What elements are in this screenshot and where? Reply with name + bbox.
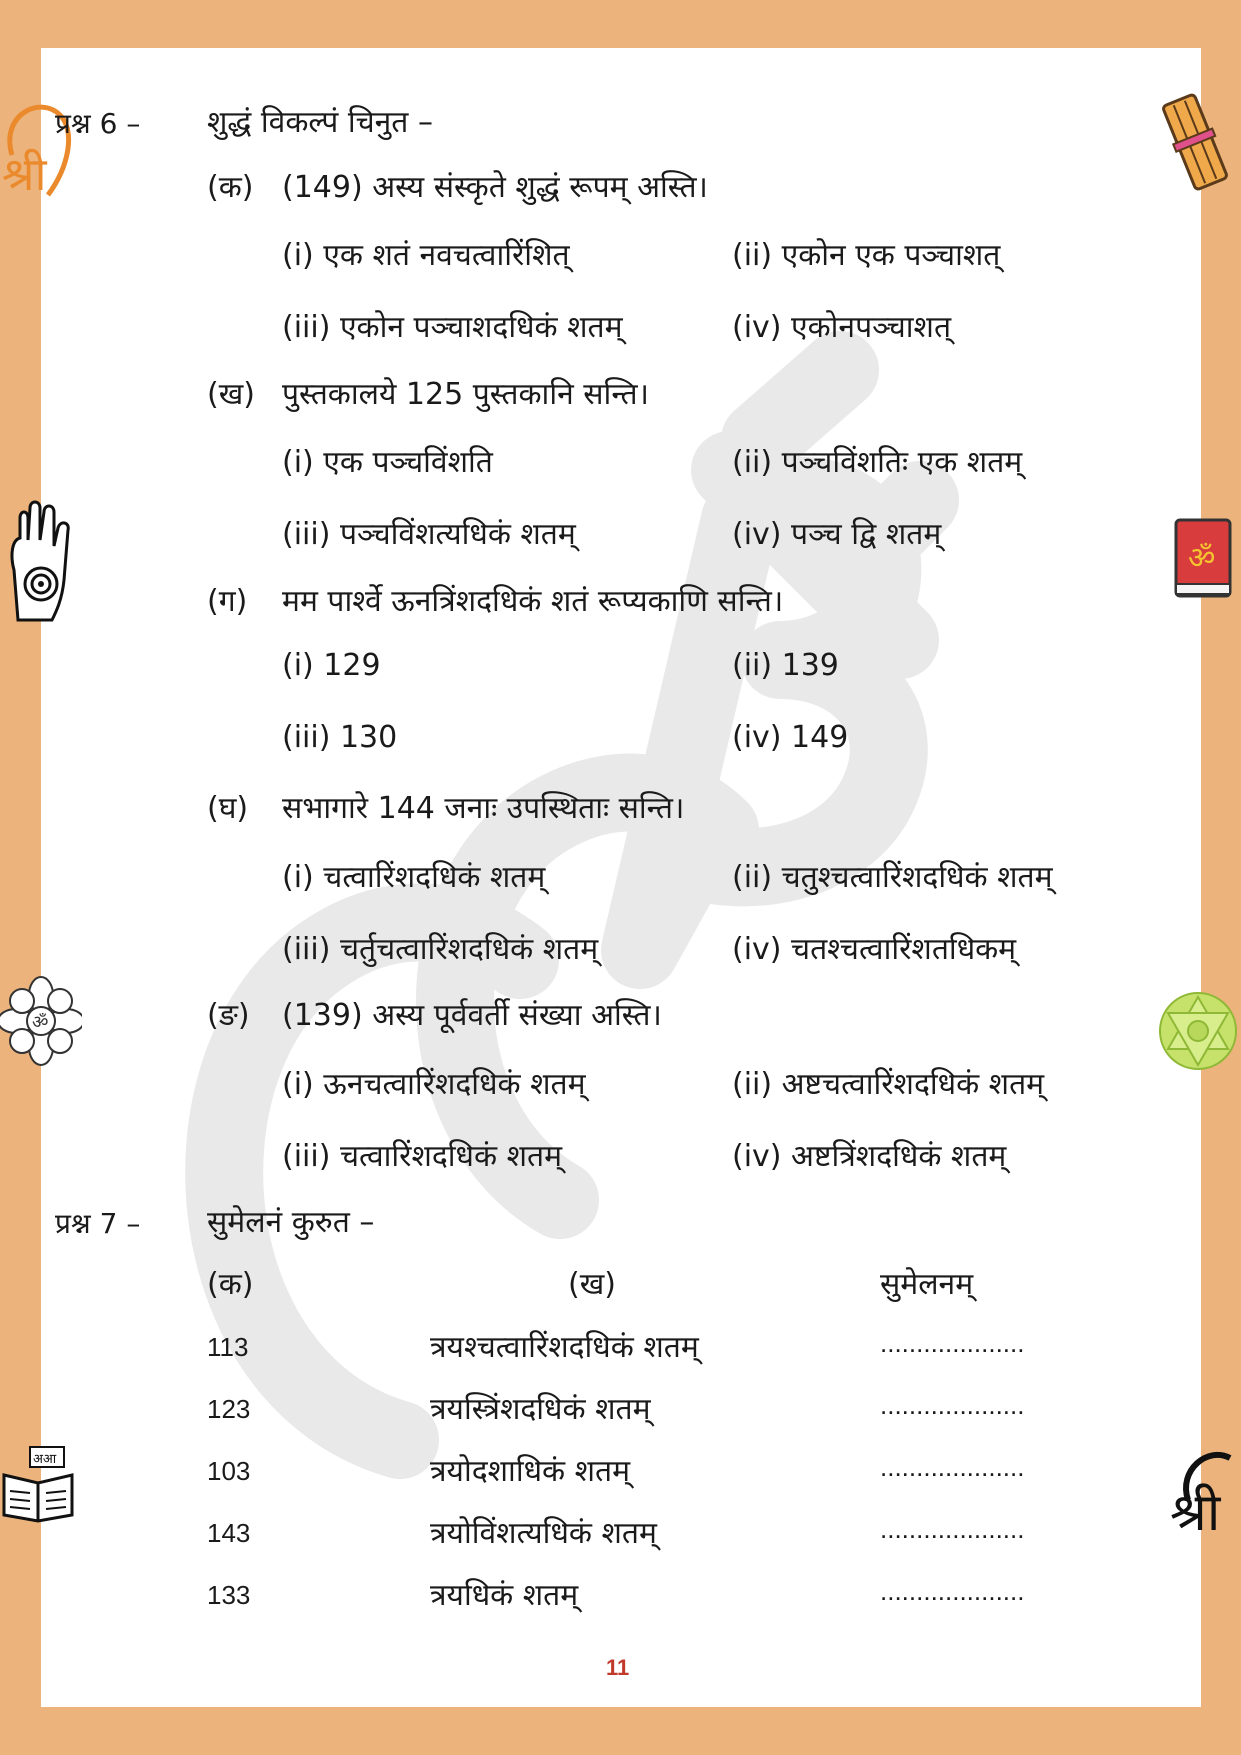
q6-item-marker: (ग) xyxy=(207,584,248,619)
q6-option: (iii) चर्तुचत्वारिंशदधिकं शतम् xyxy=(282,932,599,967)
om-lotus-icon xyxy=(0,975,82,1067)
q7-row-number: 143 xyxy=(207,1518,251,1548)
q6-option: (i) चत्वारिंशदधिकं शतम् xyxy=(282,860,546,895)
q6-option: (iii) पञ्चविंशत्यधिकं शतम् xyxy=(282,517,576,552)
q7-header-col-a: (क) xyxy=(207,1267,254,1302)
q6-option: (iii) 130 xyxy=(282,720,398,755)
svg-text:ॐ: ॐ xyxy=(32,1012,49,1033)
q7-row-blank: .................... xyxy=(880,1452,1025,1482)
open-book-icon xyxy=(0,1445,76,1525)
q6-option: (ii) चतुश्चत्वारिंशदधिकं शतम् xyxy=(732,860,1053,895)
q6-option: (ii) एकोन एक पञ्चाशत् xyxy=(732,238,1001,273)
q7-instruction: सुमेलनं कुरुत – xyxy=(207,1205,375,1240)
q6-option: (i) एक पञ्चविंशति xyxy=(282,445,493,480)
q6-option: (iii) एकोन पञ्चाशदधिकं शतम् xyxy=(282,310,623,345)
q6-item-question: सभागारे 144 जनाः उपस्थिताः सन्ति। xyxy=(282,791,685,826)
q7-row-blank: .................... xyxy=(880,1514,1025,1544)
q7-row-number: 103 xyxy=(207,1456,251,1486)
svg-text:ॐ: ॐ xyxy=(1188,541,1216,576)
q6-item-marker: (ङ) xyxy=(207,998,250,1033)
q6-option: (i) ऊनचत्वारिंशदधिकं शतम् xyxy=(282,1067,586,1102)
q6-item-marker: (ख) xyxy=(207,377,255,412)
q6-item-question: (139) अस्य पूर्ववर्ती संख्या अस्ति। xyxy=(282,998,662,1033)
q6-label: प्रश्न 6 – xyxy=(55,107,141,140)
q7-row-blank: .................... xyxy=(880,1390,1025,1420)
q6-item-question: मम पार्श्वे ऊनत्रिंशदधिकं शतं रूप्यकाणि सन्ति। xyxy=(282,584,784,619)
q6-option: (i) 129 xyxy=(282,648,381,683)
q7-label: प्रश्न 7 – xyxy=(55,1207,141,1240)
scroll-bundle-icon xyxy=(1160,92,1230,192)
q6-item-marker: (घ) xyxy=(207,791,249,826)
jain-hand-icon xyxy=(6,500,76,625)
q7-row-number: 123 xyxy=(207,1394,251,1424)
om-book-icon xyxy=(1172,518,1234,600)
green-mandala-icon xyxy=(1152,985,1241,1077)
q6-option: (ii) अष्टचत्वारिंशदधिकं शतम् xyxy=(732,1067,1045,1102)
q7-row-blank: .................... xyxy=(880,1576,1025,1606)
svg-text:श्री: श्री xyxy=(2,147,47,201)
q6-option: (i) एक शतं नवचत्वारिंशित् xyxy=(282,238,570,273)
svg-text:श्री: श्री xyxy=(1170,1483,1221,1540)
q7-row-word: त्रयधिकं शतम् xyxy=(430,1578,579,1613)
q6-option: (ii) 139 xyxy=(732,648,839,683)
shree-calligraphy-icon xyxy=(1168,1440,1241,1540)
q7-row-blank: .................... xyxy=(880,1328,1025,1358)
q7-row-word: त्रयस्त्रिंशदधिकं शतम् xyxy=(430,1392,651,1427)
q6-item-marker: (क) xyxy=(207,170,254,205)
q6-option: (iv) अष्टत्रिंशदधिकं शतम् xyxy=(732,1139,1007,1174)
q6-item-question: (149) अस्य संस्कृते शुद्धं रूपम् अस्ति। xyxy=(282,170,708,205)
q7-row-word: त्रयोदशाधिकं शतम् xyxy=(430,1454,631,1489)
q6-option: (ii) पञ्चविंशतिः एक शतम् xyxy=(732,445,1023,480)
q7-header-col-b: (ख) xyxy=(568,1267,616,1302)
q7-row-word: त्रयश्चत्वारिंशदधिकं शतम् xyxy=(430,1330,699,1365)
q6-option: (iv) 149 xyxy=(732,720,849,755)
svg-text:अआ: अआ xyxy=(33,1452,57,1467)
page-number: 11 xyxy=(606,1655,630,1680)
q7-header-col-match: सुमेलनम् xyxy=(880,1267,974,1302)
q7-row-number: 113 xyxy=(207,1332,249,1362)
q6-option: (iv) चतश्चत्वारिंशतधिकम् xyxy=(732,932,1017,967)
q6-item-question: पुस्तकालये 125 पुस्तकानि सन्ति। xyxy=(282,377,650,412)
q7-row-number: 133 xyxy=(207,1580,251,1610)
q6-option: (iii) चत्वारिंशदधिकं शतम् xyxy=(282,1139,563,1174)
q6-instruction: शुद्धं विकल्पं चिनुत – xyxy=(207,105,433,140)
q6-option: (iv) पञ्च द्वि शतम् xyxy=(732,517,942,552)
q7-row-word: त्रयोविंशत्यधिकं शतम् xyxy=(430,1516,657,1551)
q6-option: (iv) एकोनपञ्चाशत् xyxy=(732,310,952,345)
